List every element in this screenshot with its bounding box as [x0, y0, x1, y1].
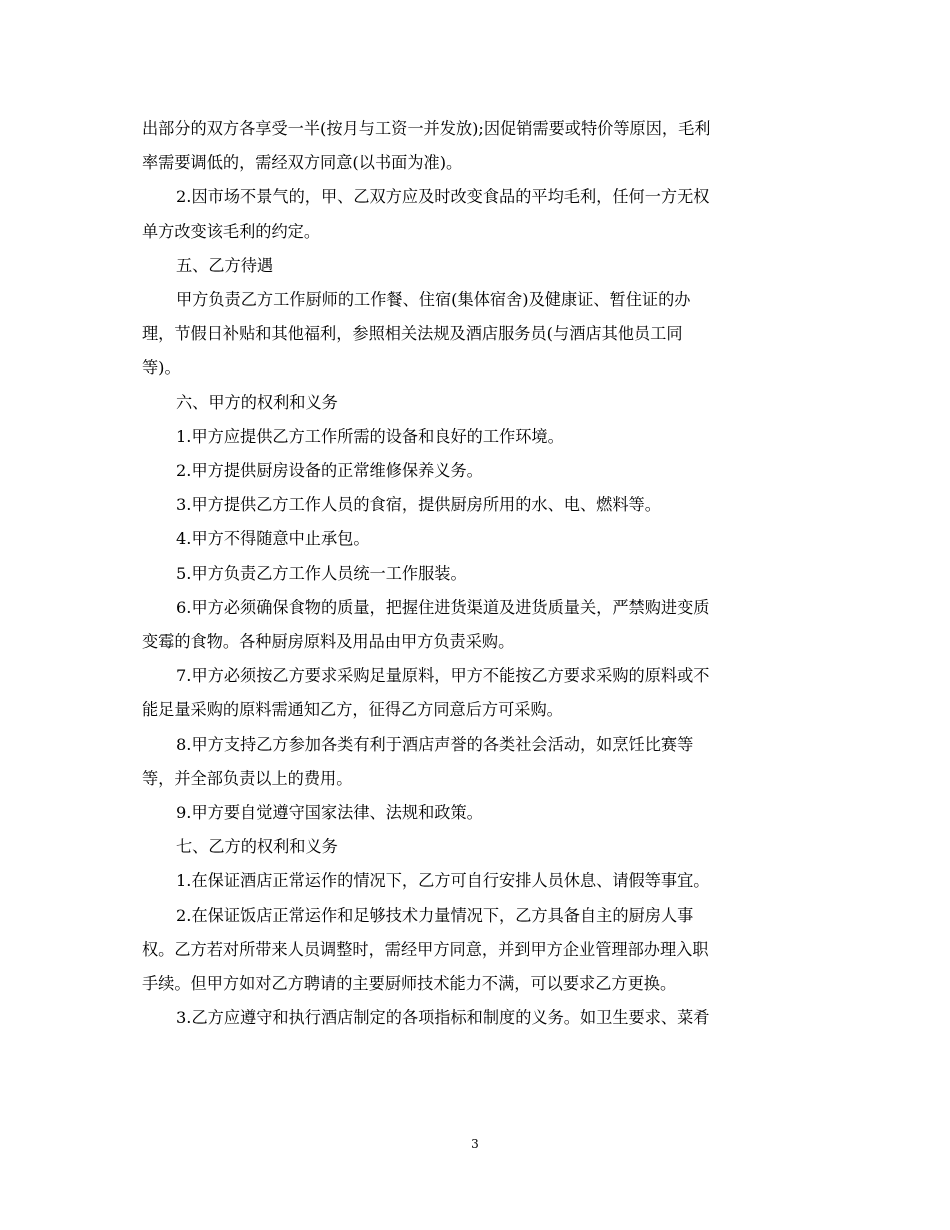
paragraph — [142, 180, 802, 248]
text-line: 变霉的食物。各种厨房原料及用品由甲方负责采购。 — [142, 632, 515, 652]
text-line: 等，并全部负责以上的费用。 — [142, 768, 353, 788]
text-line: 2.因市场不景气的，甲、乙双方应及时改变食品的平均毛利，任何一方无权 — [176, 187, 710, 207]
text-line: 2.在保证饭店正常运作和足够技术力量情况下，乙方具备自主的厨房人事 — [176, 905, 694, 925]
section-heading — [142, 249, 802, 283]
text-line: 等)。 — [142, 358, 181, 378]
text-line: 理，节假日补贴和其他福利，参照相关法规及酒店服务员(与酒店其他员工同 — [142, 324, 683, 344]
section-heading — [142, 830, 802, 864]
text-line: 4.甲方不得随意中止承包。 — [176, 529, 370, 549]
text-line: 七、乙方的权利和义务 — [176, 837, 338, 857]
text-line: 甲方负责乙方工作厨师的工作餐、住宿(集体宿舍)及健康证、暂住证的办 — [176, 290, 691, 310]
text-line: 2.甲方提供厨房设备的正常维修保养义务。 — [176, 461, 483, 481]
paragraph — [142, 522, 802, 556]
paragraph — [142, 1001, 802, 1035]
text-line: 3.甲方提供乙方工作人员的食宿，提供厨房所用的水、电、燃料等。 — [176, 495, 661, 515]
text-line: 单方改变该毛利的约定。 — [142, 221, 321, 241]
text-line: 3.乙方应遵守和执行酒店制定的各项指标和制度的义务。如卫生要求、菜肴 — [176, 1008, 710, 1028]
paragraph — [142, 591, 802, 659]
text-line: 9.甲方要自觉遵守国家法律、法规和政策。 — [176, 803, 483, 823]
paragraph — [142, 283, 802, 386]
paragraph — [142, 728, 802, 796]
paragraph — [142, 796, 802, 830]
page-number: 3 — [471, 1137, 479, 1151]
text-line: 8.甲方支持乙方参加各类有利于酒店声誉的各类社会活动，如烹饪比赛等 — [176, 734, 694, 754]
text-line: 出部分的双方各享受一半(按月与工资一并发放);因促销需要或特价等原因，毛利 — [142, 119, 711, 138]
text-line: 7.甲方必须按乙方要求采购足量原料，甲方不能按乙方要求采购的原料或不 — [176, 666, 710, 686]
paragraph — [142, 112, 802, 180]
paragraph — [142, 899, 802, 1002]
text-line: 六、甲方的权利和义务 — [176, 392, 338, 412]
paragraph — [142, 659, 802, 727]
text-line: 五、乙方待遇 — [176, 255, 274, 275]
document-body — [142, 112, 802, 1035]
text-line: 权。乙方若对所带来人员调整时，需经甲方同意，并到甲方企业管理部办理入职 — [142, 939, 709, 959]
text-line: 5.甲方负责乙方工作人员统一工作服装。 — [176, 563, 467, 583]
paragraph — [142, 864, 802, 898]
text-line: 手续。但甲方如对乙方聘请的主要厨师技术能力不满，可以要求乙方更换。 — [142, 974, 677, 994]
paragraph — [142, 557, 802, 591]
paragraph — [142, 488, 802, 522]
text-line: 能足量采购的原料需通知乙方，征得乙方同意后方可采购。 — [142, 700, 563, 720]
text-line: 1.在保证酒店正常运作的情况下，乙方可自行安排人员休息、请假等事宜。 — [176, 871, 710, 891]
paragraph — [142, 454, 802, 488]
section-heading — [142, 386, 802, 420]
paragraph — [142, 420, 802, 454]
text-line: 率需要调低的，需经双方同意(以书面为准)。 — [142, 153, 463, 173]
text-line: 6.甲方必须确保食物的质量，把握住进货渠道及进货质量关，严禁购进变质 — [176, 597, 710, 617]
text-line: 1.甲方应提供乙方工作所需的设备和良好的工作环境。 — [176, 426, 564, 446]
